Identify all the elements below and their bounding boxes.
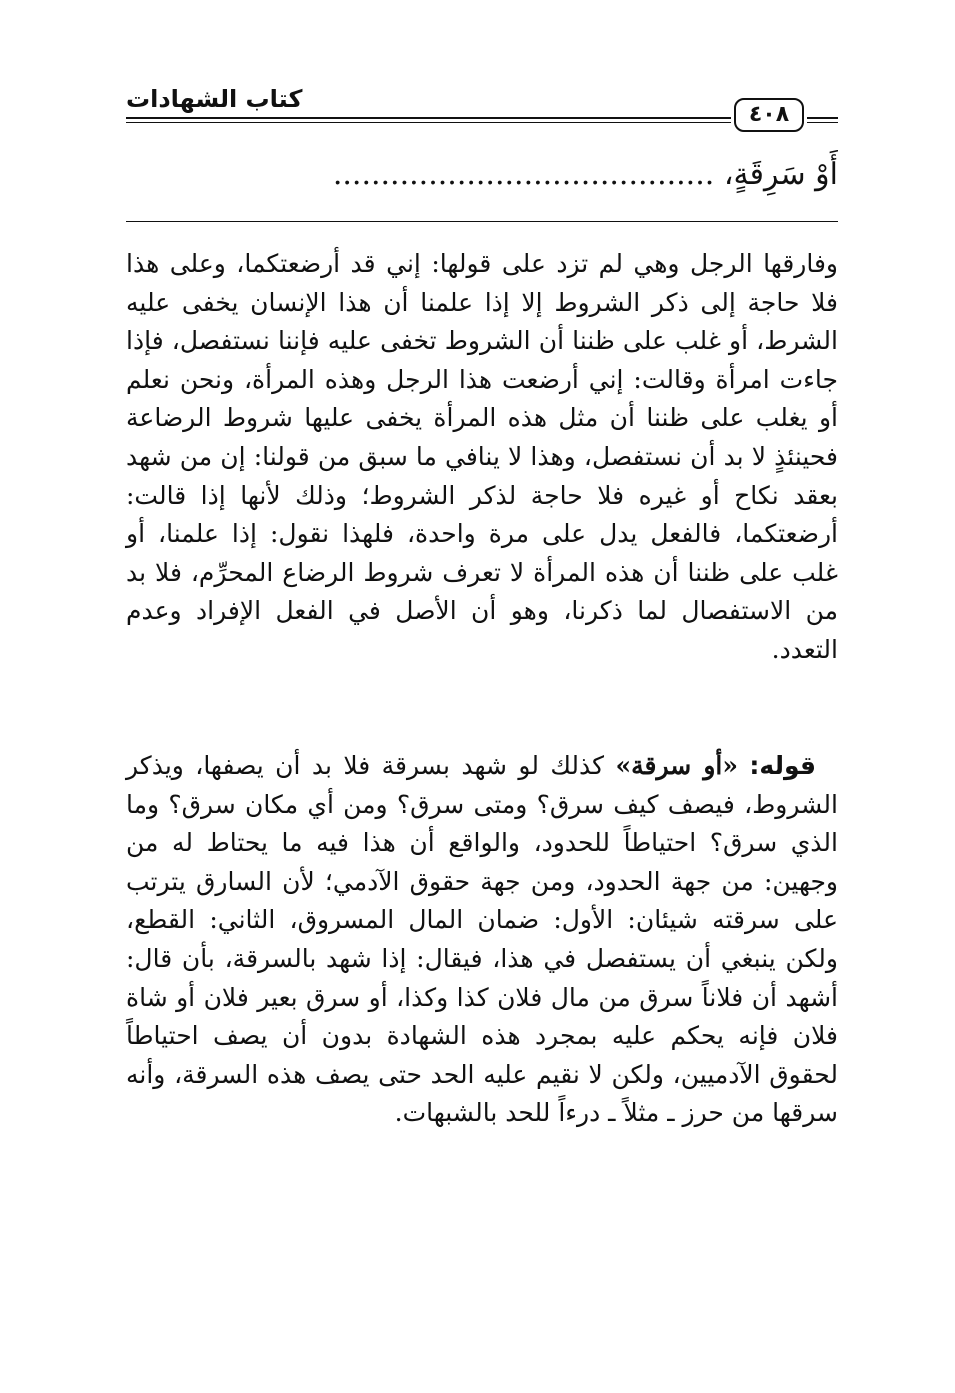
quoted-matn: «أو سرقة» [615, 751, 738, 780]
header-rule-right-thin [807, 122, 838, 123]
matn-text: أَوْ سَرِقَةٍ، [723, 157, 838, 192]
commentary-paragraph-1: وفارقها الرجل وهي لم تزد على قولها: إني قد أرضعتكما، وعلى هذا فلا حاجة إلى ذكر الشروط إلا إذا علمنا أن هذا الإنسان يخفى عليه الشرط، أو غلب على ظننا أن الشروط تخفى عليه فإننا نستفصل، فإذا جاءت امرأة وقالت: إني أرضعت هذا الرجل وهذه المرأة، ونحن نعلم أو يغلب على ظننا أن مثل هذه المرأة يخفى عليها شروط الرضاعة فحينئذٍ لا بد أن نستفصل، وهذا لا ينافي ما سبق من قولنا: إن من شهد بعقد نكاح أو غيره فلا حاجة لذكر الشروط؛ وذلك لأنها إذا قالت: أرضعتكما، فالفعل يدل على مرة واحدة، فلهذا نقول: إذا علمنا، أو غلب على ظننا أن هذه المرأة لا تعرف شروط الرضاع المحرِّم، فلا بد من الاستفصال لما ذكرنا، وهو أن الأصل في الفعل الإفراد وعدم التعدد. [126, 249, 838, 664]
running-header [126, 84, 838, 134]
matn-line [126, 150, 838, 200]
running-title: كتاب الشهادات [126, 85, 303, 113]
matn-dots: ........................................ [332, 157, 715, 192]
paragraph-lead: قوله: [749, 751, 816, 780]
commentary-paragraph-2 [126, 747, 838, 1133]
header-rule-thick [126, 117, 731, 119]
paragraph-2-text: كذلك لو شهد بسرقة فلا بد أن يصفها، ويذكر الشروط، فيصف كيف سرق؟ ومتى سرق؟ ومن أي مكان سرق؟ وما الذي سرق؟ احتياطاً للحدود، والواقع أن هذا فيه ما يحتاط له من وجهين: من جهة الحدود، ومن جهة حقوق الآدمي؛ لأن السارق يترتب على سرقته شيئان: الأول: ضمان المال المسروق، الثاني: القطع، ولكن ينبغي أن يستفصل في هذا، فيقال: إذا شهد بالسرقة، بأن قال: أشهد أن فلاناً سرق من مال فلان كذا وكذا، أو سرق بعير فلان أو شاة فلان فإنه يحكم عليه بمجرد هذه الشهادة بدون أن يصف احتياطاً لحقوق الآدميين، ولكن لا نقيم عليه الحد حتى يصف هذه السرقة، وأنه سرقها من حرز ـ مثلاً ـ درءاً للحد بالشبهات. [126, 751, 838, 1128]
matn-divider [126, 221, 838, 222]
page-number: ٤٠٨ [734, 98, 804, 132]
header-rule-right-thick [807, 117, 838, 119]
header-rule-thin [126, 122, 731, 123]
